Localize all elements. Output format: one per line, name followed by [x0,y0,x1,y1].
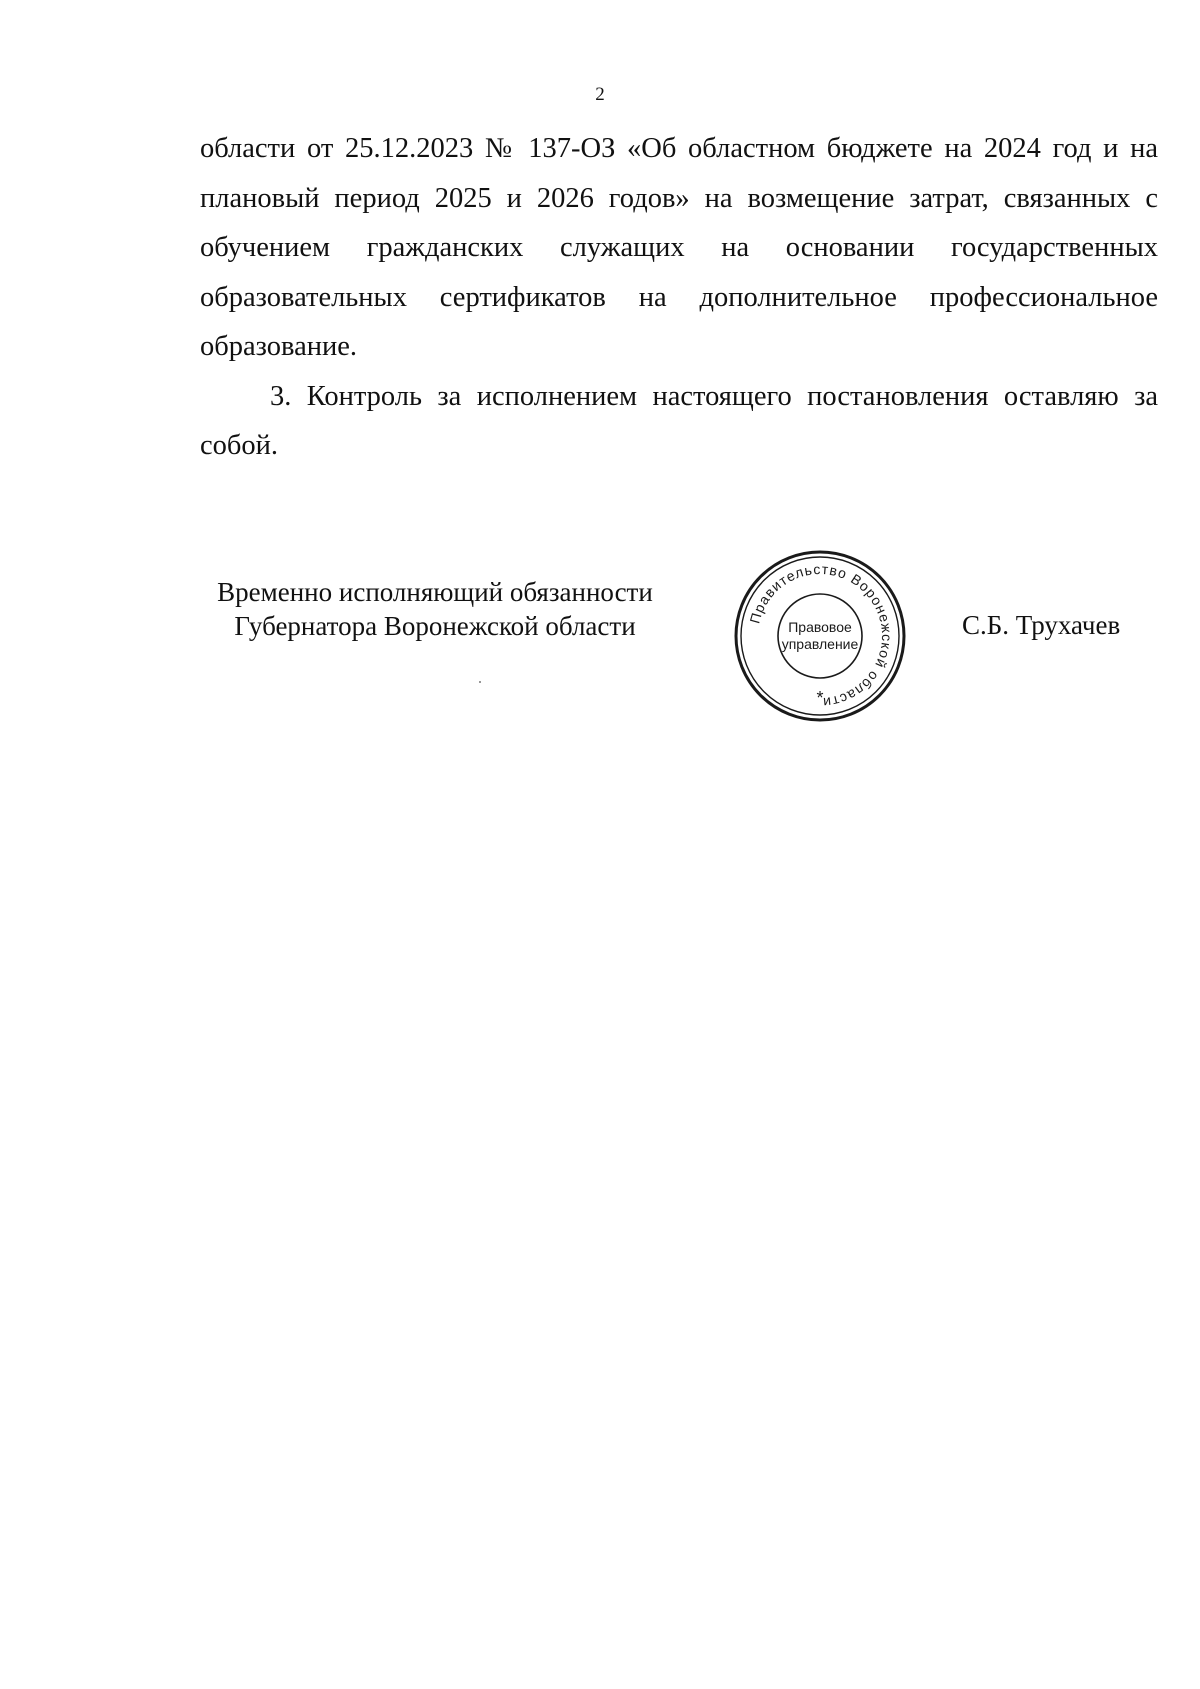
paragraph-continuation: области от 25.12.2023 № 137-ОЗ «Об областном бюджете на 2024 год и на плановый период 2025 и 2026 годов» на возмещение затрат, связанных с обучением гражданских служащих на основании государственных образовательных сертификатов на дополнительное профессиональное образование. [200,133,1158,362]
scan-speck [479,681,481,683]
signatory-position [190,575,680,643]
signatory-position-line-1: Временно исполняющий обязанности [217,577,653,607]
stamp-center-line-2: управление [781,636,859,652]
signatory-name: С.Б. Трухачев [962,610,1121,640]
page-number: 2 [595,84,605,105]
stamp-ring-text: Правительство Воронежской области [746,560,896,712]
document-body [200,124,1158,471]
paragraph-3: 3. Контроль за исполнением настоящего постановления оставляю за собой. [200,380,1158,461]
stamp-center-line-1: Правовое [788,619,852,635]
official-stamp [730,546,910,726]
signatory-position-line-2: Губернатора Воронежской области [234,611,636,641]
stamp-star: * [816,688,824,708]
